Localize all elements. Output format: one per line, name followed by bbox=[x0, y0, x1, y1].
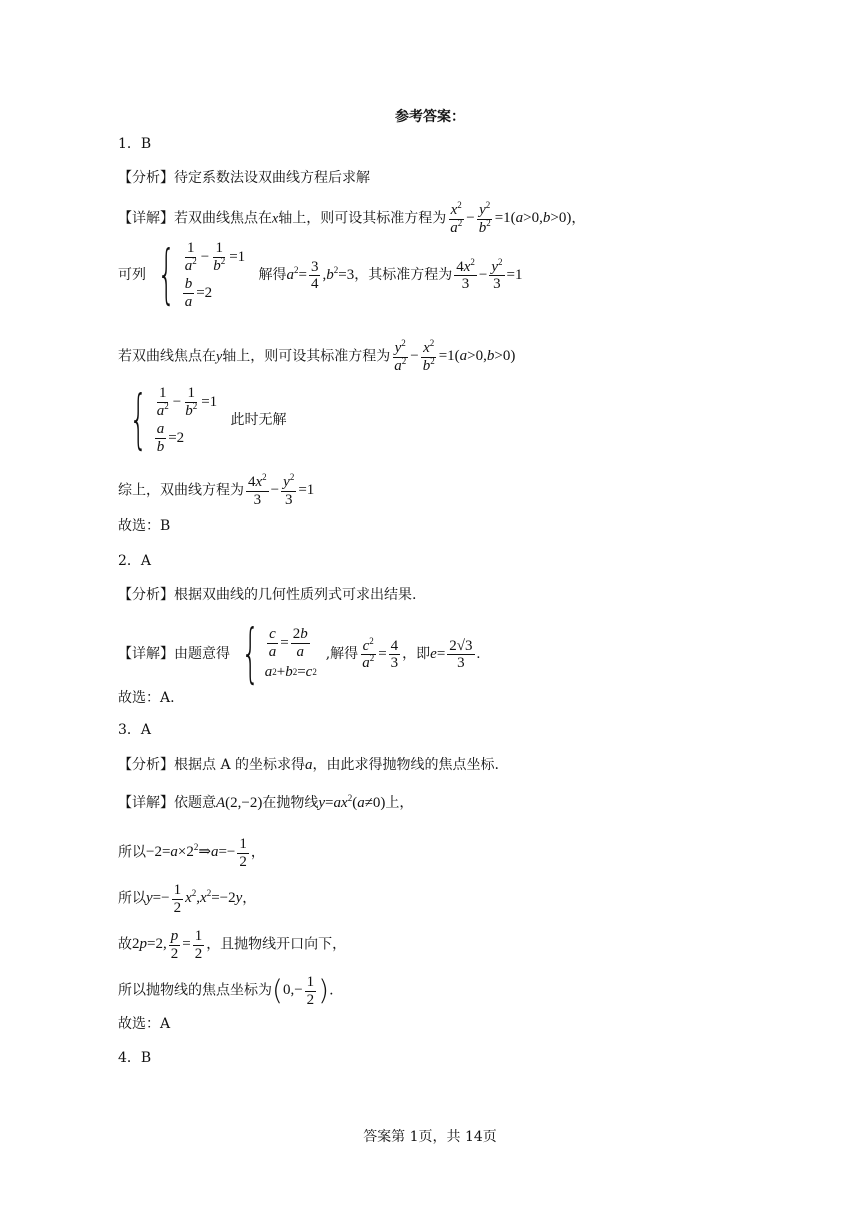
page-title: 参考答案： bbox=[395, 109, 465, 125]
q1-y-case-mid: 轴上，则可设其标准方程为 bbox=[222, 348, 391, 365]
q2-analysis: 【分析】根据双曲线的几何性质列式可求出结果. bbox=[118, 587, 417, 603]
q1-summary: 综上，双曲线方程为 bbox=[118, 482, 244, 499]
q2-eccentricity: e= $\frac{2√3}{3}$ . bbox=[430, 637, 481, 672]
q1-std-eq-x: $\frac{x^2}{a^2}$ − $\frac{y^2}{b^2}$ =1(a>0,b>0) bbox=[450, 200, 572, 236]
q3-point: A(2,−2) bbox=[216, 795, 263, 811]
q3-line4: 所以抛物线的焦点坐标为(0,− $\frac{1}{2}$ ). bbox=[118, 974, 334, 1008]
q3-line3-prefix: 故 bbox=[118, 936, 132, 953]
q3-analysis-suffix: ，由此求得抛物线的焦点坐标. bbox=[312, 757, 499, 773]
q3-line4-prefix: 所以抛物线的焦点坐标为 bbox=[118, 982, 272, 999]
q3-var-a: a bbox=[305, 757, 313, 773]
q1-solve-text: 解得 bbox=[258, 267, 287, 283]
q1-summary-eq: $\frac{4x^2}{3}$ − $\frac{y^2}{3}$ =1 bbox=[248, 472, 315, 508]
q3-analysis-prefix: 【分析】根据点 A 的坐标求得 bbox=[118, 757, 306, 773]
q1-var-x: x bbox=[272, 211, 279, 227]
q3-detail-suffix: 上， bbox=[385, 795, 414, 811]
q3-line1-eq: $-2=a\times 2^2\Rightarrow a=-$ $\frac{1}{2}$ bbox=[146, 836, 247, 870]
q3-detail-prefix: 【详解】依题意 bbox=[118, 795, 216, 811]
q2-choice: 故选：A. bbox=[118, 690, 175, 706]
q1-analysis: 【分析】待定系数法设双曲线方程后求解 bbox=[118, 170, 370, 186]
q1-summary-line bbox=[118, 474, 314, 508]
q1-detail-prefix: 【详解】若双曲线焦点在 bbox=[118, 210, 272, 227]
q3-detail-mid: 在抛物线 bbox=[262, 795, 319, 811]
q3-line2-prefix: 所以 bbox=[118, 890, 146, 907]
q3-detail-line bbox=[118, 793, 413, 813]
q3-parabola: $y=ax^2(a\ne 0)$ bbox=[318, 793, 386, 811]
q4-number: 4．B bbox=[118, 1050, 152, 1066]
q1-system-1: { $\frac{1}{a^2}$ − $\frac{1}{b^2}$ =1 $\frac{b}{a}$ =2 bbox=[157, 238, 246, 312]
q3-choice: 故选：A bbox=[118, 1016, 171, 1032]
q2-solution: $\frac{c^2}{a^2}$ = $\frac{4}{3}$ bbox=[362, 635, 399, 672]
q1-result-eq: $\frac{4x^2}{3}$ − $\frac{y^2}{3}$ =1 bbox=[456, 256, 523, 293]
q3-line1-prefix: 所以 bbox=[118, 844, 146, 861]
q2-detail-line bbox=[118, 617, 481, 691]
q1-number: 1．B bbox=[118, 136, 152, 152]
q1-y-case-line bbox=[118, 340, 515, 374]
q2-number: 2．A bbox=[118, 553, 152, 569]
q3-line2-eq: y=− $\frac{1}{2}$ $x^2,x^2=-2y$ bbox=[146, 882, 243, 916]
q1-std-eq-y: $\frac{y^2}{a^2}$ − $\frac{x^2}{b^2}$ =1(a>0,b>0) bbox=[394, 338, 516, 374]
q1-solution: $a^2=$ $\frac{3}{4}$ $,b^2=3$ bbox=[286, 258, 355, 293]
q1-detail-line: 【详解】若双曲线焦点在x轴上，则可设其标准方程为 $\frac{x^2}{a^2}$ − $\frac{y^2}{b^2}$ =1(a>0,b>0)， bbox=[118, 200, 586, 236]
q3-line3 bbox=[118, 928, 346, 962]
q1-choice: 故选：B bbox=[118, 518, 171, 534]
q3-line3-eq: 2p=2, $\frac{p}{2}$ = $\frac{1}{2}$ bbox=[132, 928, 203, 962]
q1-system-line bbox=[118, 240, 522, 310]
q3-line3-suffix: ，且抛物线开口向下， bbox=[206, 936, 347, 953]
q1-list-prefix: 可列 bbox=[118, 267, 146, 283]
q3-focus: (0,− $\frac{1}{2}$ ) bbox=[272, 974, 330, 1008]
q2-solve-text: ,解得 bbox=[325, 646, 359, 662]
q1-var-y: y bbox=[216, 349, 223, 365]
q1-y-case-prefix: 若双曲线焦点在 bbox=[118, 348, 216, 365]
q1-detail-mid: 轴上，则可设其标准方程为 bbox=[278, 210, 447, 227]
q3-line2: 所以y=− $\frac{1}{2}$ $x^2,x^2=-2y$， bbox=[118, 882, 257, 916]
q1-system2-line bbox=[118, 385, 287, 455]
q1-no-solution: 此时无解 bbox=[230, 412, 287, 428]
q1-standard-text: ，其标准方程为 bbox=[354, 267, 453, 283]
q1-system-2: { $\frac{1}{a^2}$ − $\frac{1}{b^2}$ =1 $\frac{a}{b}$ =2 bbox=[129, 383, 218, 457]
q3-number: 3．A bbox=[118, 722, 152, 738]
q2-detail-prefix: 【详解】由题意得 bbox=[118, 646, 230, 662]
page-footer: 答案第 1页，共 14页 bbox=[363, 1129, 497, 1145]
q2-system: { $\frac{c}{a}$ = $\frac{2b}{a}$ a 2 + b 2 = c 2 bbox=[241, 617, 317, 691]
q3-analysis-line bbox=[118, 755, 499, 775]
q3-line1: 所以$-2=a\times 2^2\Rightarrow a=-$ $\frac{1}{2}$ ， bbox=[118, 836, 265, 870]
q2-ji-text: ，即 bbox=[402, 646, 431, 662]
